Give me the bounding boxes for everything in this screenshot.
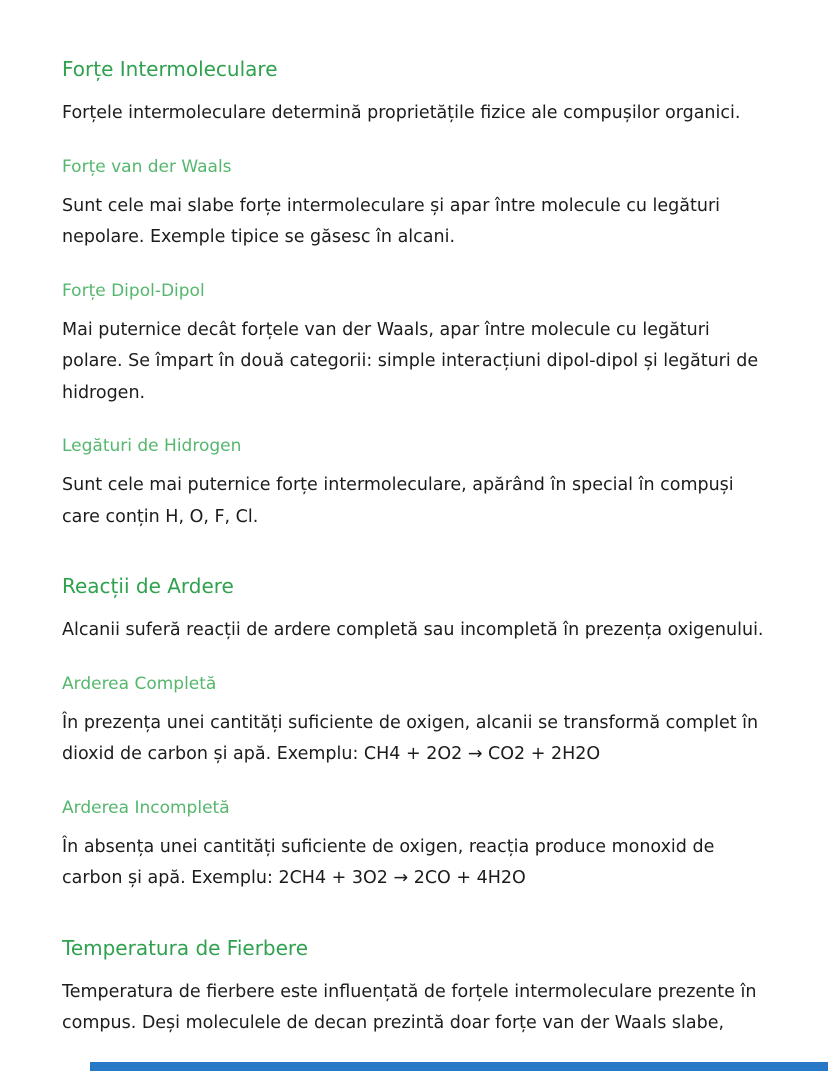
paragraph: Sunt cele mai puternice forțe intermoleculare, apărând în special în compuși care conțin H, O, F, Cl. — [62, 475, 734, 527]
section-combustion-reactions — [62, 573, 766, 895]
paragraph: În absența unei cantități suficiente de oxigen, reacția produce monoxid de carbon și apă. Exemplu: 2CH4 + 3O2 → 2CO + 4H2O — [62, 836, 715, 889]
section-intermolecular-forces — [62, 56, 766, 533]
section-heading: Forțe Intermoleculare — [62, 57, 278, 81]
subsection-heading: Arderea Completă — [62, 673, 217, 694]
paragraph: Sunt cele mai slabe forțe intermoleculare și apar între molecule cu legături nepolare. Exemple tipice se găsesc în alcani. — [62, 195, 721, 248]
paragraph: Mai puternice decât forțele van der Waals, apar între molecule cu legături polare. Se împart în două categorii: simple interacțiuni dipol-dipol și legături de hidrogen. — [62, 319, 759, 403]
bottom-accent-bar — [90, 1062, 828, 1071]
paragraph: Alcanii suferă reacții de ardere completă sau incompletă în prezența oxigenului. — [62, 620, 764, 641]
paragraph: Forțele intermoleculare determină proprietățile fizice ale compușilor organici. — [62, 103, 741, 123]
paragraph: Temperatura de fierbere este influențată de forțele intermoleculare prezente în compus. Deși moleculele de decan prezintă doar forțe van der Waals slabe, — [62, 981, 757, 1034]
section-heading: Reacții de Ardere — [62, 574, 234, 599]
subsection-heading: Arderea Incompletă — [62, 797, 230, 818]
subsection-heading: Forțe Dipol-Dipol — [62, 280, 205, 301]
section-heading: Temperatura de Fierbere — [62, 935, 309, 960]
subsection-heading: Forțe van der Waals — [62, 156, 232, 177]
paragraph: În prezența unei cantități suficiente de oxigen, alcanii se transformă complet în dioxid de carbon și apă. Exemplu: CH4 + 2O2 → CO2 + 2H2O — [62, 712, 759, 765]
section-boiling-temperature — [62, 935, 766, 1040]
subsection-heading: Legături de Hidrogen — [62, 436, 242, 457]
